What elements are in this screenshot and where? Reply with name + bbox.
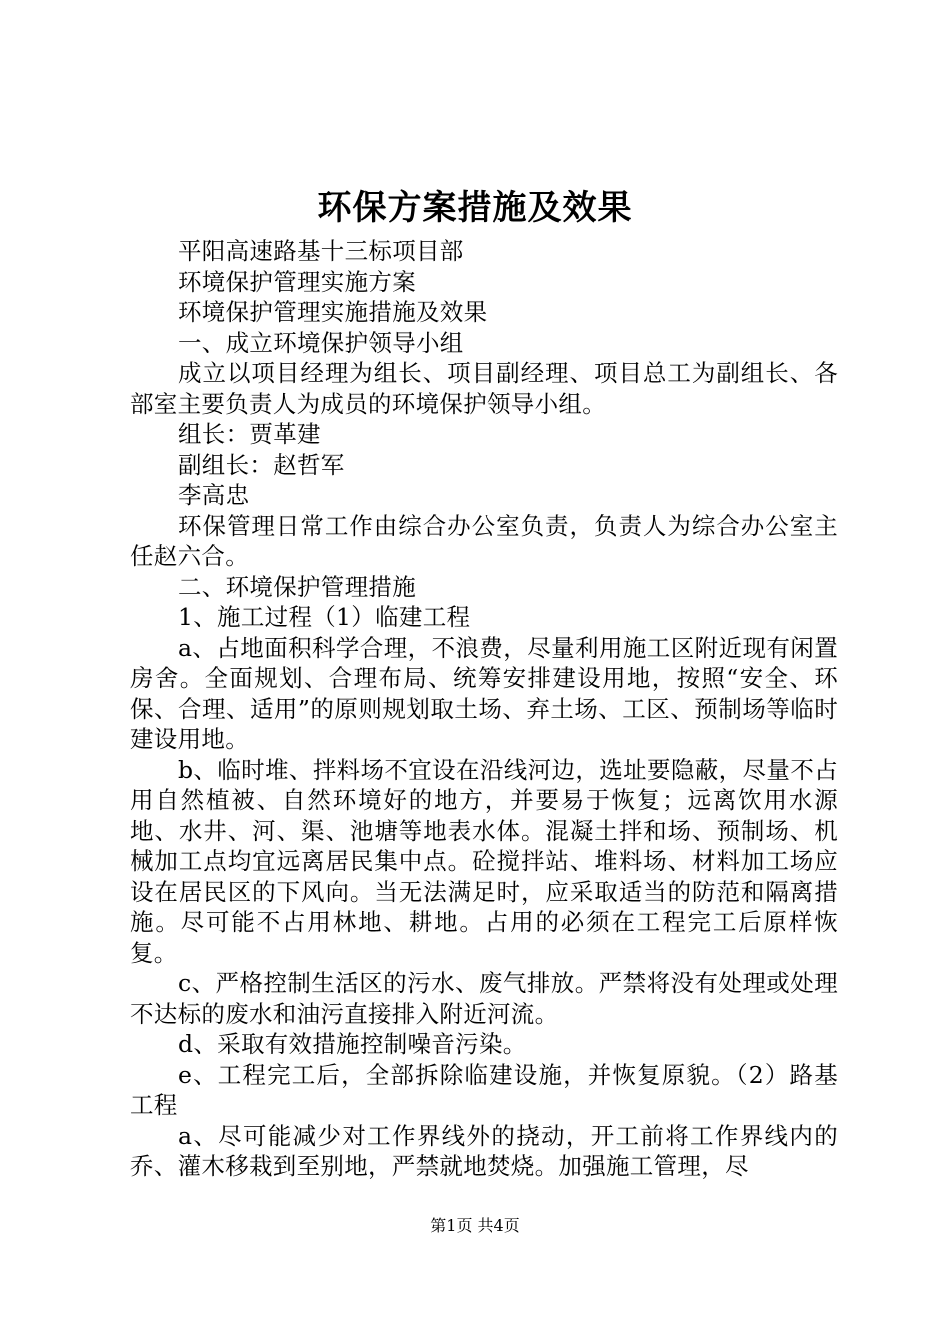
- paragraph: 平阳高速路基十三标项目部: [178, 237, 464, 265]
- section-heading: 二、环境保护管理措施: [178, 572, 416, 601]
- paragraph: 李高忠: [178, 481, 250, 509]
- paragraph: a、占地面积科学合理，不浪费，尽量利用施工区附近现有闲置房舍。全面规划、合理布局、统筹安排建设用地，按照“安全、环保、合理、适用”的原则规划取土场、弃土场、工区、预制场等临时建设用地。: [130, 633, 838, 753]
- paragraph: 组长：贾革建: [178, 420, 321, 448]
- paragraph: d、采取有效措施控制噪音污染。: [178, 1030, 527, 1058]
- paragraph: 环保管理日常工作由综合办公室负责，负责人为综合办公室主任赵六合。: [130, 511, 838, 570]
- paragraph: c、严格控制生活区的污水、废气排放。严禁将没有处理或处理不达标的废水和油污直接排入附近河流。: [130, 969, 838, 1028]
- paragraph: a、尽可能减少对工作界线外的挠动，开工前将工作界线内的乔、灌木移栽到至别地，严禁就地焚烧。加强施工管理，尽: [130, 1121, 838, 1180]
- paragraph: 环境保护管理实施方案: [178, 267, 416, 296]
- paragraph: 成立以项目经理为组长、项目副经理、项目总工为副组长、各部室主要负责人为成员的环境保护领导小组。: [130, 359, 838, 418]
- section-heading: 一、成立环境保护领导小组: [178, 328, 464, 357]
- paragraph: b、临时堆、拌料场不宜设在沿线河边，选址要隐蔽，尽量不占用自然植被、自然环境好的地方，并要易于恢复；远离饮用水源地、水井、河、渠、池塘等地表水体。混凝土拌和场、预制场、机械加工点均宜远离居民集中点。砼搅拌站、堆料场、材料加工场应设在居民区的下风向。当无法满足时，应采取适当的防范和隔离措施。尽可能不占用林地、耕地。占用的必须在工程完工后原样恢复。: [130, 755, 838, 967]
- paragraph: e、工程完工后，全部拆除临建设施，并恢复原貌。（2）路基工程: [130, 1060, 838, 1119]
- document-body: [130, 236, 838, 1182]
- page-number: 第1页 共4页: [430, 1216, 520, 1235]
- paragraph: 环境保护管理实施措施及效果: [178, 298, 488, 326]
- paragraph: 1、施工过程（1）临建工程: [178, 603, 471, 631]
- paragraph: 副组长：赵哲军: [178, 450, 345, 479]
- document-title: 环保方案措施及效果: [317, 188, 633, 228]
